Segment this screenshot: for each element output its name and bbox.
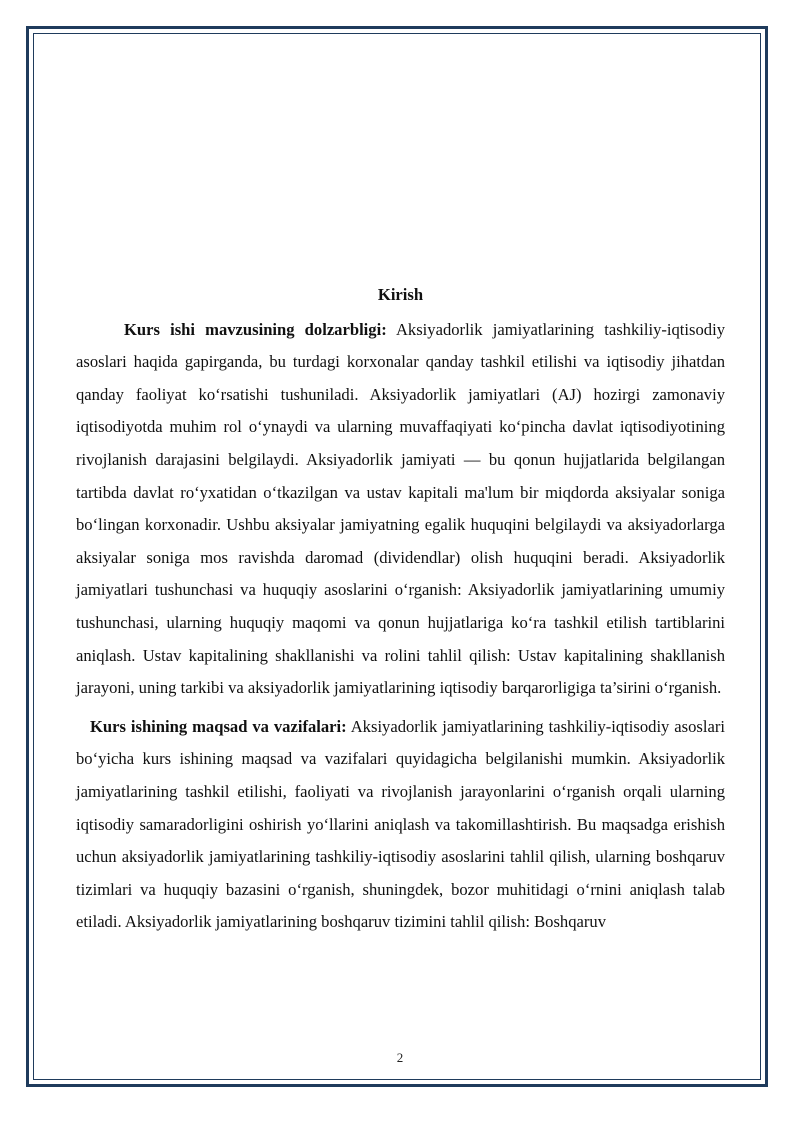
document-body — [76, 279, 725, 939]
paragraph-goals — [76, 711, 725, 939]
paragraph-relevance — [76, 314, 725, 705]
paragraph-lead-goals: Kurs ishining maqsad va vazifalari: — [90, 716, 347, 736]
section-heading: Kirish — [377, 285, 424, 304]
paragraph-text-relevance: Aksiyadorlik jamiyatlarining tashkiliy-iqtisodiy asoslari haqida gapirganda, bu turdagi korxonalar qanday tashkil etilishi va iqtisodiy jihatdan qanday faoliyat ko‘rsatishi tushuniladi. Aksiyadorlik jamiyatlari (AJ) hozirgi zamonaviy iqtisodiyotda muhim rol o‘ynaydi va ularning muvaffaqiyati ko‘pincha davlat iqtisodiyotining rivojlanish darajasini belgilaydi. Aksiyadorlik jamiyati — bu qonun hujjatlarida belgilangan tartibda davlat ro‘yxatidan o‘tkazilgan va ustav kapitali ma'lum bir miqdorda aksiyalar soniga bo‘lingan korxonadir. Ushbu aksiyalar jamiyatning egalik huquqini belgilaydi va aksiyadorlarga aksiyalar soniga mos ravishda daromad (dividendlar) olish huquqini beradi. Aksiyadorlik jamiyatlari tushunchasi va huquqiy asoslarini o‘rganish: Aksiyadorlik jamiyatlarining umumiy tushunchasi, ularning huquqiy maqomi va qonun hujjatlariga ko‘ra tashkil etilish tartiblarini aniqlash. Ustav kapitalining shakllanishi va rolini tahlil qilish: Ustav kapitalining shakllanish jarayoni, uning tarkibi va aksiyadorlik jamiyatlarining iqtisodiy barqarorligiga ta’sirini o‘rganish. — [76, 319, 725, 698]
paragraph-lead-relevance: Kurs ishi mavzusining dolzarbligi: — [124, 319, 387, 339]
paragraph-text-goals: Aksiyadorlik jamiyatlarining tashkiliy-iqtisodiy asoslari bo‘yicha kurs ishining maqsad va vazifalari quyidagicha belgilanishi mumkin. Aksiyadorlik jamiyatlarining tashkil etilishi, faoliyati va rivojlanish jarayonlarini o‘rganish orqali ularning iqtisodiy samaradorligini oshirish yo‘llarini aniqlash va takomillashtirish. Bu maqsadga erishish uchun aksiyadorlik jamiyatlarining tashkiliy-iqtisodiy asoslarini tahlil qilish, ularning boshqaruv tizimlari va huquqiy bazasini o‘rganish, shuningdek, bozor muhitidagi o‘rnini aniqlash talab etiladi. Aksiyadorlik jamiyatlarining boshqaruv tizimini tahlil qilish: Boshqaruv — [76, 716, 725, 932]
page-number: 2 — [396, 1050, 404, 1065]
